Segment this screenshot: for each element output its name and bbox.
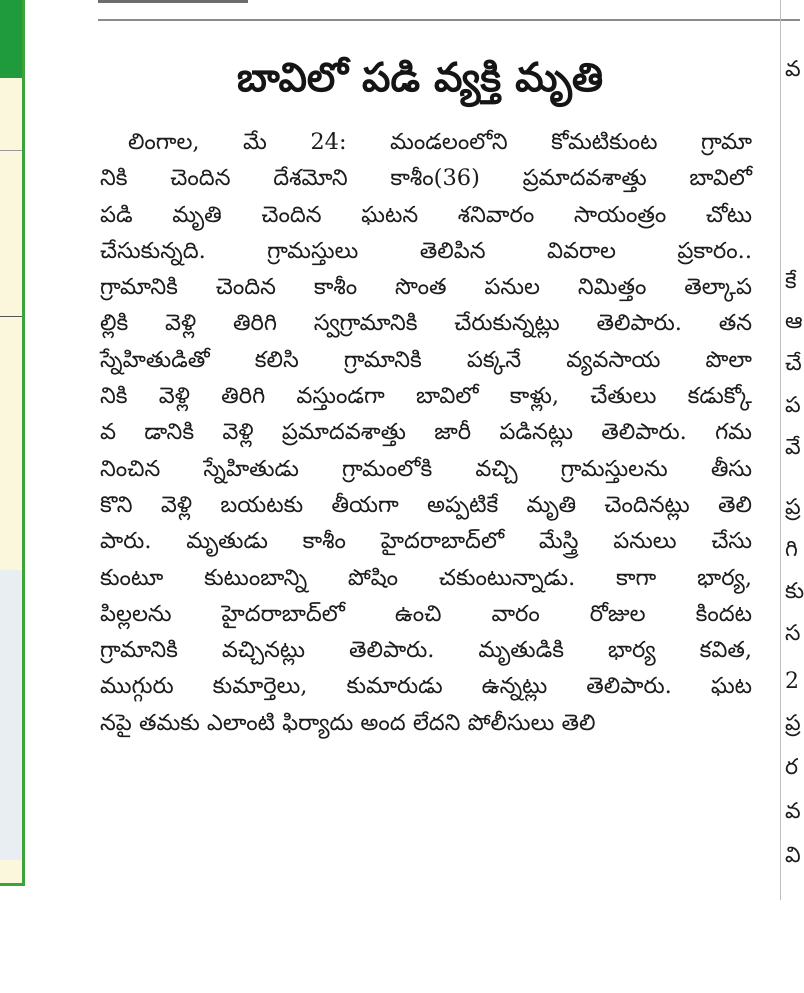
right-column-edge	[780, 0, 804, 900]
article-line: నికి చెందిన దేశమోని కాశీం(36) ప్రమాదవశాత్తు బావిలో	[100, 165, 752, 192]
article-line: పారు. మృతుడు కాశీం హైదరాబాద్‌లో మేస్త్రి పనులు చేసు	[100, 528, 752, 555]
right-column-fragment: స	[785, 621, 801, 646]
right-column-fragment: ఆ	[785, 309, 803, 334]
right-column-fragment: వ	[785, 799, 801, 824]
article-line: నించిన స్నేహితుడు గ్రామంలోకి వచ్చి గ్రామస్తులను తీసు	[100, 455, 752, 482]
left-column-tinted-box	[0, 570, 22, 860]
right-column-fragment: ప్ర	[785, 711, 801, 736]
top-rule-stub	[98, 0, 248, 3]
top-rule	[98, 19, 800, 21]
article-line: పడి మృతి చెందిన ఘటన శనివారం సాయంత్రం చోటు	[100, 201, 752, 228]
article-line: ల్లికి వెళ్లి తిరిగి స్వగ్రామానికి చేరుకున్నట్లు తెలిపారు. తన	[100, 310, 752, 337]
article-line: కొని వెళ్లి బయటకు తీయగా అప్పటికే మృతి చెందినట్లు తెలి	[100, 491, 752, 518]
article-line: నికి వెళ్లి తిరిగి వస్తుండగా బావిలో కాళ్లు, చేతులు కడుక్కో	[100, 383, 752, 410]
right-column-fragment: వే	[785, 435, 801, 460]
left-column-green-header	[0, 0, 22, 78]
article-line: గ్రామానికి చెందిన కాశీం సొంత పనుల నిమిత్తం తెల్కాప	[100, 274, 752, 301]
left-column-edge	[0, 0, 25, 886]
right-column-fragment: గి	[785, 537, 798, 562]
article-line: నపై తమకు ఎలాంటి ఫిర్యాదు అంద లేదని పోలీసులు తెలి	[100, 709, 596, 736]
right-column-fragment: ప్ర	[785, 495, 801, 520]
article-headline: బావిలో పడి వ్యక్తి మృతి	[236, 55, 604, 101]
article-line: వ డానికి వెళ్లి ప్రమాదవశాత్తు జారీ పడినట్లు తెలిపారు. గమ	[100, 419, 752, 446]
article-line: ముగ్గురు కుమార్తెలు, కుమారుడు ఉన్నట్లు తెలిపారు. ఘట	[100, 673, 752, 700]
right-column-fragment: వి	[785, 843, 801, 868]
right-column-fragment: 2	[785, 669, 799, 694]
article-line: లింగాల, మే 24: మండలంలోని కోమటికుంట గ్రామా	[128, 129, 752, 155]
article-line: చేసుకున్నది. గ్రామస్తులు తెలిపిన వివరాల ప్రకారం..	[100, 237, 752, 264]
right-column-fragment: ప	[785, 393, 801, 418]
right-column-fragment: కే	[785, 269, 797, 294]
article-body	[100, 124, 752, 741]
left-column-divider	[0, 150, 22, 151]
article-line: గ్రామానికి వచ్చినట్లు తెలిపారు. మృతుడికి భార్య కవిత,	[100, 637, 752, 664]
right-column-fragment: చే	[785, 351, 802, 376]
article-line: స్నేహితుడితో కలిసి గ్రామానికి పక్కనే వ్యవసాయ పొలా	[100, 346, 752, 373]
left-column-divider	[0, 316, 22, 317]
right-column-fragment: వ	[785, 57, 801, 82]
article-line: కుంటూ కుటుంబాన్ని పోషిం చకుంటున్నాడు. కాగా భార్య,	[100, 564, 752, 591]
right-column-fragment: కు	[785, 579, 804, 604]
article-line: పిల్లలను హైదరాబాద్‌లో ఉంచి వారం రోజుల కిందట	[100, 600, 752, 627]
right-column-fragment: ర	[785, 755, 799, 780]
